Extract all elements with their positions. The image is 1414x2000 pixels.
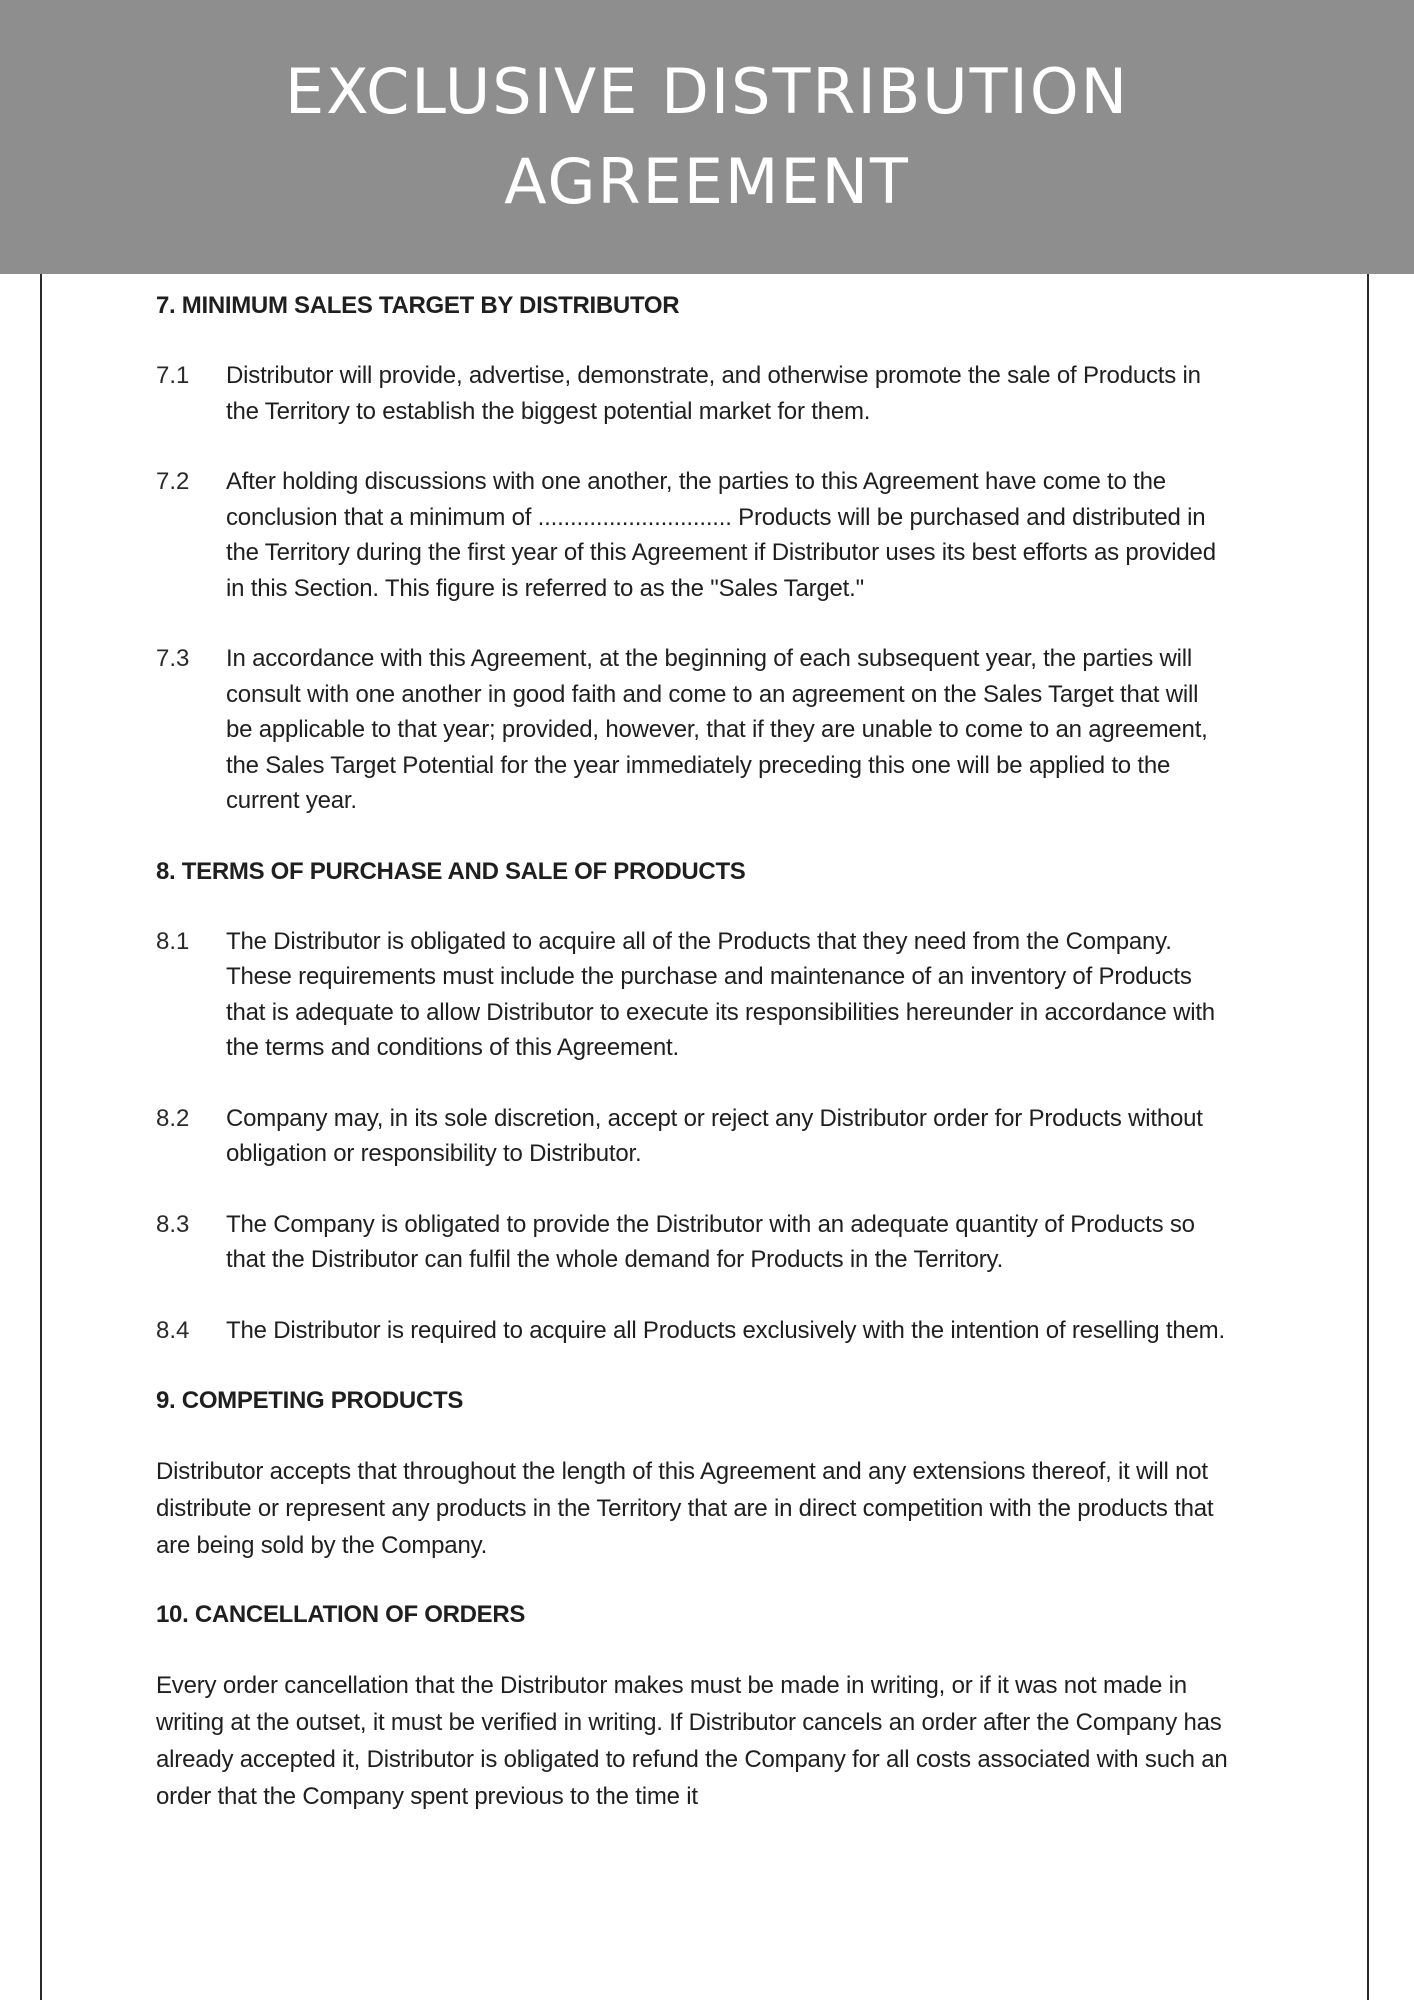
clause-number: 8.2: [156, 1104, 190, 1132]
clause-7-3: [156, 641, 1306, 819]
section-paragraph: Every order cancellation that the Distributor makes must be made in writing, or if it was not made in writing at the outset, it must be verified in writing. If Distributor cancels an order after the Company has already accepted it, Distributor is obligated to refund the Company for all costs associated with such an order that the Company spent previous to the time it: [156, 1672, 1228, 1810]
clause-number: 8.1: [156, 927, 190, 955]
clause-number: 7.3: [156, 645, 190, 672]
clause-text: Company may, in its sole discretion, accept or reject any Distributor order for Products without obligation or responsibility to Distributor.: [226, 1104, 1203, 1167]
clause-8-1: [156, 924, 1306, 1066]
clause-number: 8.4: [156, 1316, 190, 1344]
section-heading: 9. COMPETING PRODUCTS: [156, 1387, 464, 1414]
clause-8-4: [156, 1313, 1306, 1349]
section-heading: 8. TERMS OF PURCHASE AND SALE OF PRODUCTS: [156, 857, 746, 885]
clause-text: The Distributor is required to acquire all Products exclusively with the intention of reselling them.: [226, 1316, 1225, 1344]
clause-number: 7.1: [156, 362, 190, 389]
section-heading: 7. MINIMUM SALES TARGET BY DISTRIBUTOR: [156, 292, 680, 319]
document-title-line-1: EXCLUSIVE DISTRIBUTION: [284, 55, 1130, 128]
section-paragraph: Distributor accepts that throughout the length of this Agreement and any extensions thereof, it will not distribute or represent any products in the Territory that are in direct competition with the products that are being sold by the Company.: [156, 1458, 1214, 1559]
clause-number: 7.2: [156, 468, 190, 495]
document-title-line-2: AGREEMENT: [504, 145, 910, 218]
clause-text: The Company is obligated to provide the Distributor with an adequate quantity of Products so that the Distributor can fulfil the whole demand for Products in the Territory.: [226, 1210, 1195, 1273]
section-9: [156, 1383, 1306, 1564]
document-content: [156, 288, 1306, 1848]
title-banner: [0, 0, 1414, 274]
clause-8-3: [156, 1207, 1306, 1278]
clause-8-2: [156, 1101, 1306, 1172]
section-8: [156, 854, 1306, 1349]
clause-7-1: [156, 358, 1306, 429]
section-heading: 10. CANCELLATION OF ORDERS: [156, 1601, 526, 1628]
clause-number: 8.3: [156, 1210, 190, 1238]
document-page: [40, 274, 1369, 2000]
clause-text: In accordance with this Agreement, at the beginning of each subsequent year, the parties will consult with one another in good faith and come to an agreement on the Sales Target that will be applicable to that year; provided, however, that if they are unable to come to an agreement, the Sales Target Potential for the year immediately preceding this one will be applied to the current year.: [226, 645, 1208, 814]
clause-text: Distributor will provide, advertise, demonstrate, and otherwise promote the sale of Products in the Territory to establish the biggest potential market for them.: [226, 362, 1201, 425]
section-7: [156, 288, 1306, 819]
clause-7-2: [156, 464, 1306, 606]
clause-text: The Distributor is obligated to acquire all of the Products that they need from the Company. These requirements must include the purchase and maintenance of an inventory of Products that is adequate to allow Distributor to execute its responsibilities hereunder in accordance with the terms and conditions of this Agreement.: [226, 927, 1215, 1061]
section-10: [156, 1597, 1306, 1815]
clause-text: After holding discussions with one another, the parties to this Agreement have come to the conclusion that a minimum of .............................. Products will be purchased and distributed in the Territory during the first year of this Agreement if Distributor uses its best efforts as provided in this Section. This figure is referred to as the "Sales Target.": [226, 468, 1216, 602]
